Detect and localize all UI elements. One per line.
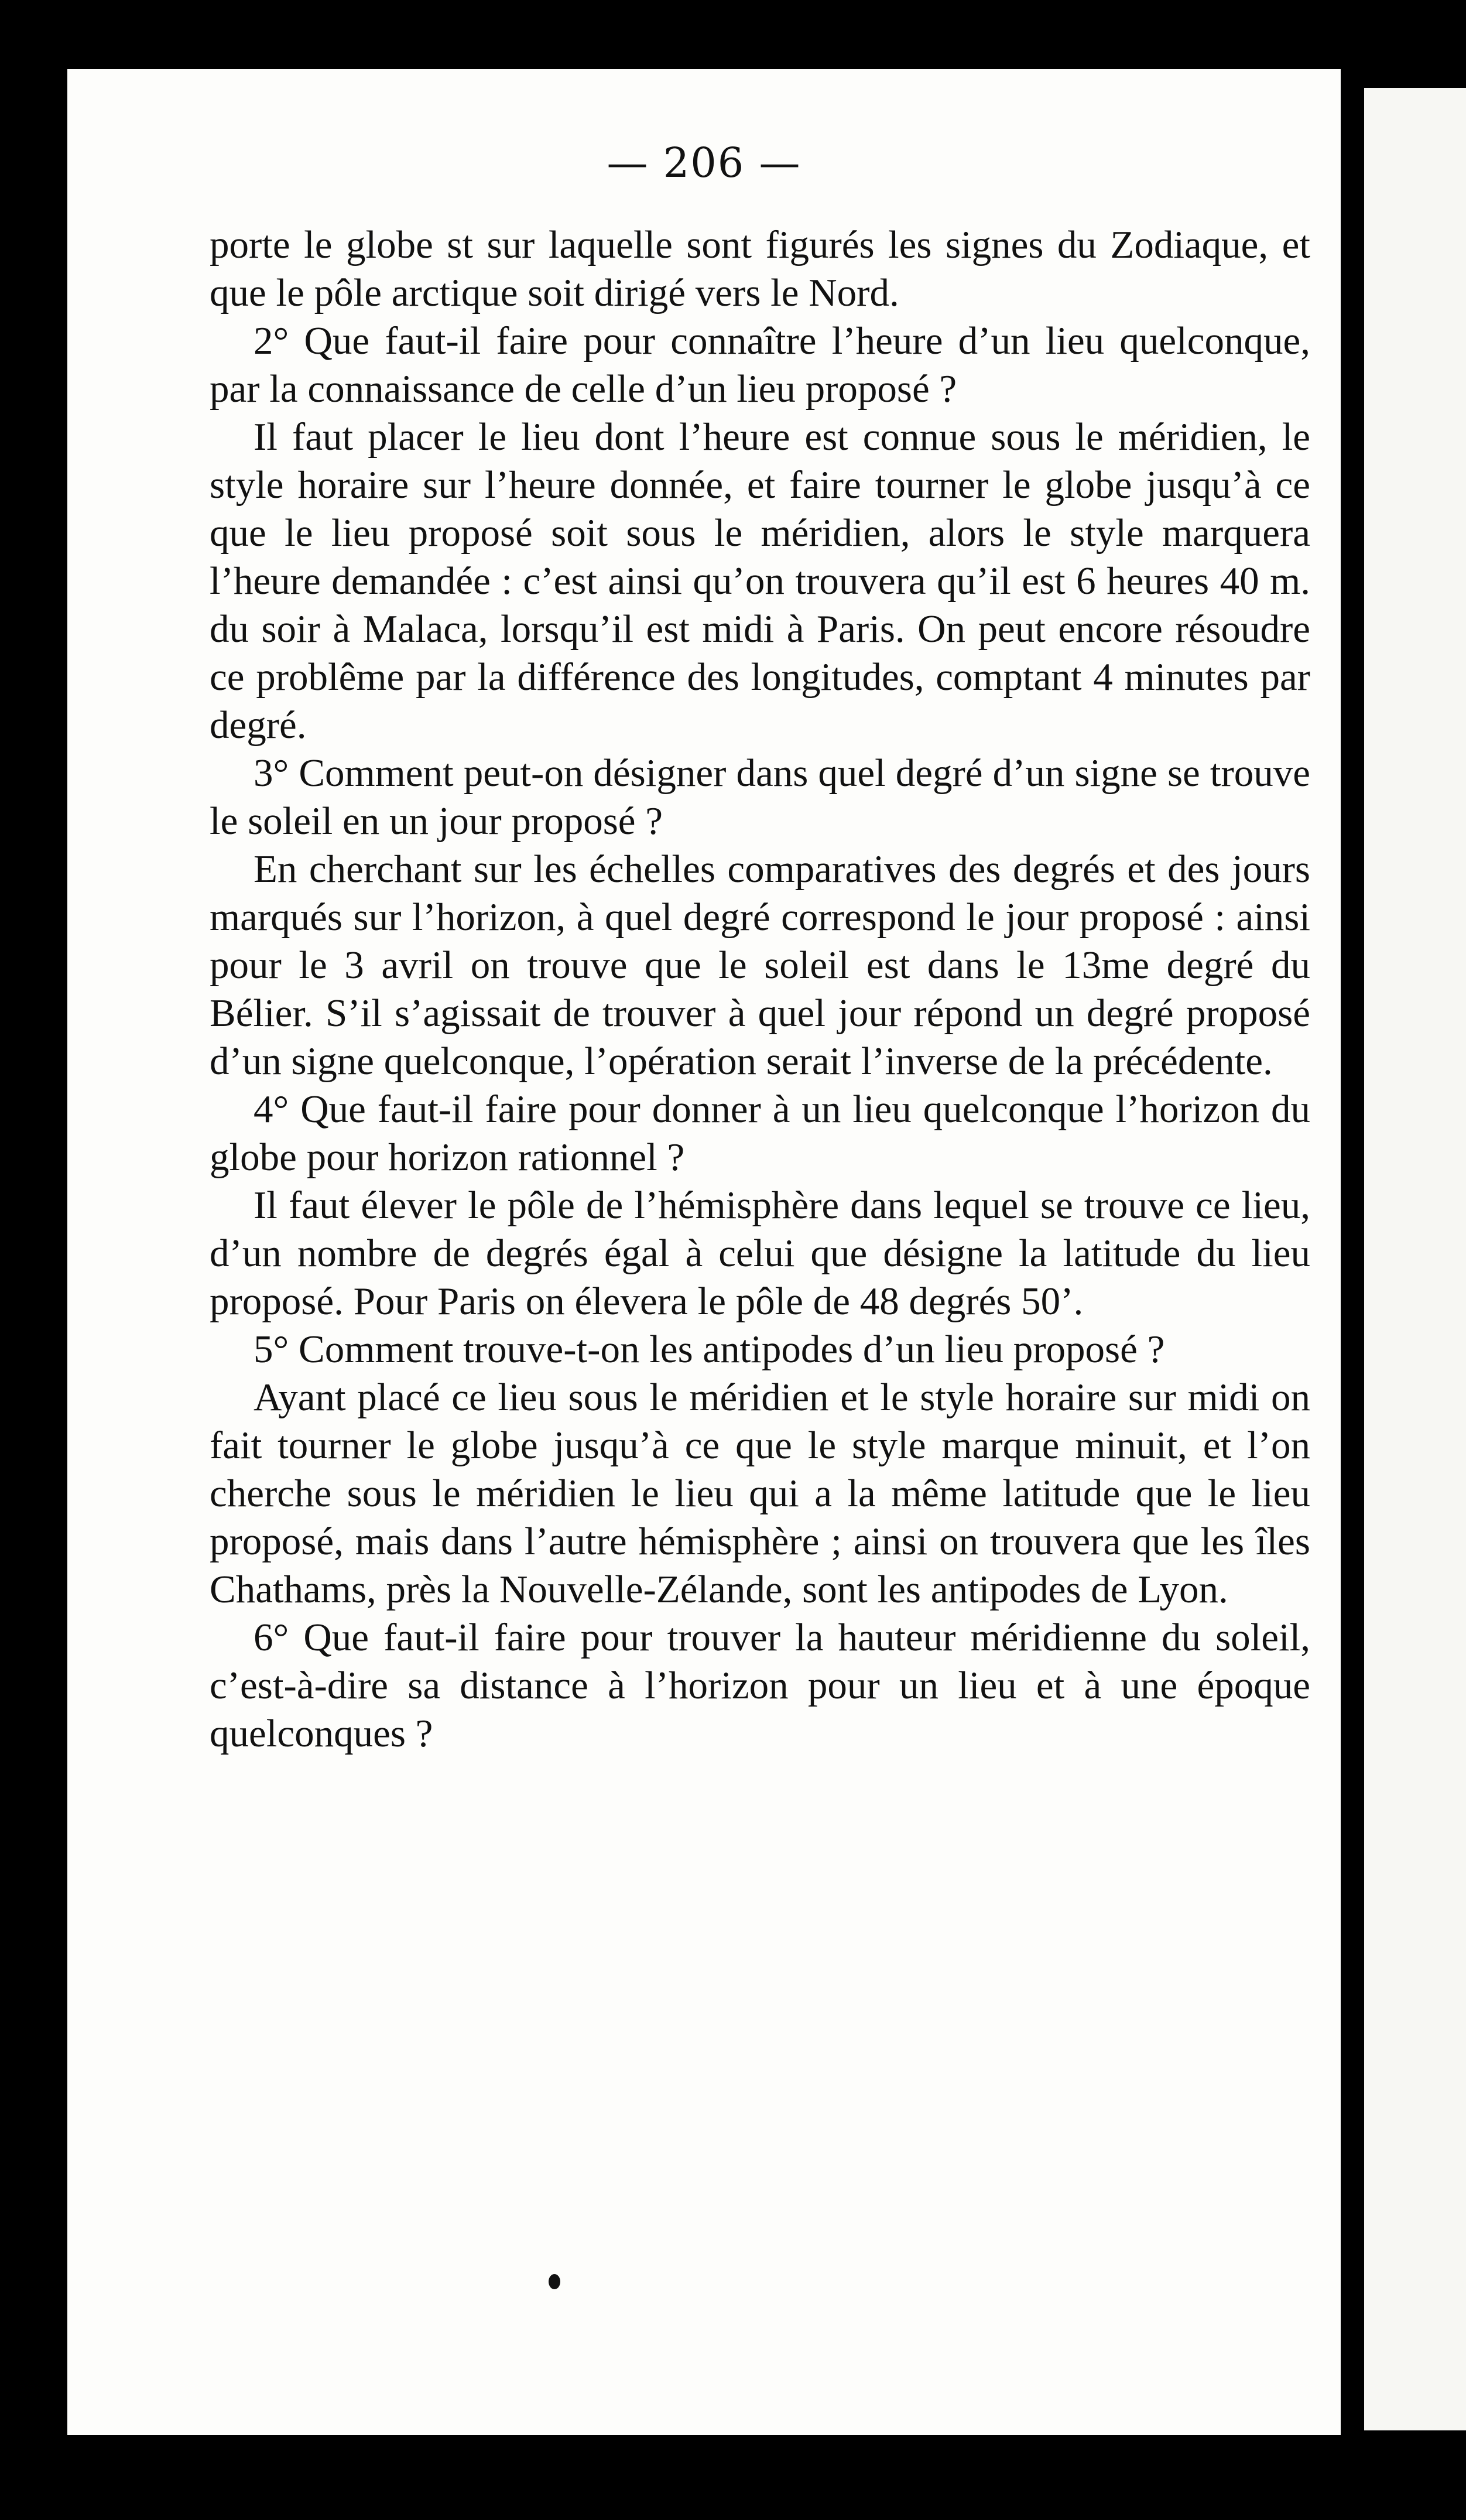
- page-body: [210, 221, 1310, 1757]
- ink-dot-mark: [549, 2274, 560, 2289]
- answer-5: Ayant placé ce lieu sous le méridien et le style horaire sur midi on fait tourner le globe jusqu’à ce que le style marque minuit, et l’on cherche sous le méridien le lieu qui a la même latitude que le lieu proposé, mais dans l’autre hémisphère ; ainsi on trouvera que les îles Chathams, près la Nouvelle-Zélande, sont les antipodes de Lyon.: [210, 1376, 1310, 1611]
- adjacent-page-edge: [1364, 88, 1466, 2430]
- question-4: 4° Que faut-il faire pour donner à un lieu quelconque l’horizon du globe pour horizon rationnel ?: [210, 1088, 1310, 1179]
- paragraph-continuation: porte le globe st sur laquelle sont figurés les signes du Zodiaque, et que le pôle arctique soit dirigé vers le Nord.: [210, 223, 1310, 314]
- question-2: 2° Que faut-il faire pour connaître l’heure d’un lieu quelconque, par la connaissance de celle d’un lieu proposé ?: [210, 319, 1310, 411]
- answer-3: En cherchant sur les échelles comparatives des degrés et des jours marqués sur l’horizon, à quel degré correspond le jour proposé : ainsi pour le 3 avril on trouve que le soleil est dans le 13me degré du Bélier. S’il s’agissait de trouver à quel jour répond un degré proposé d’un signe quelconque, l’opération serait l’inverse de la précédente.: [210, 847, 1310, 1083]
- page-number: — 206 —: [607, 139, 801, 187]
- book-page: [67, 69, 1341, 2435]
- question-3: 3° Comment peut-on désigner dans quel degré d’un signe se trouve le soleil en un jour proposé ?: [210, 751, 1310, 843]
- answer-4: Il faut élever le pôle de l’hémisphère dans lequel se trouve ce lieu, d’un nombre de degrés égal à celui que désigne la latitude du lieu proposé. Pour Paris on élevera le pôle de 48 degrés 50’.: [210, 1184, 1310, 1323]
- question-5: 5° Comment trouve-t-on les antipodes d’un lieu proposé ?: [254, 1328, 1165, 1371]
- question-6: 6° Que faut-il faire pour trouver la hauteur méridienne du soleil, c’est-à-dire sa distance à l’horizon pour un lieu et à une époque quelconques ?: [210, 1616, 1310, 1755]
- answer-2: Il faut placer le lieu dont l’heure est connue sous le méridien, le style horaire sur l’heure donnée, et faire tourner le globe jusqu’à ce que le lieu proposé soit sous le méridien, alors le style marquera l’heure demandée : c’est ainsi qu’on trouvera qu’il est 6 heures 40 m. du soir à Malaca, lorsqu’il est midi à Paris. On peut encore résoudre ce problême par la différence des longitudes, comptant 4 minutes par degré.: [210, 415, 1310, 747]
